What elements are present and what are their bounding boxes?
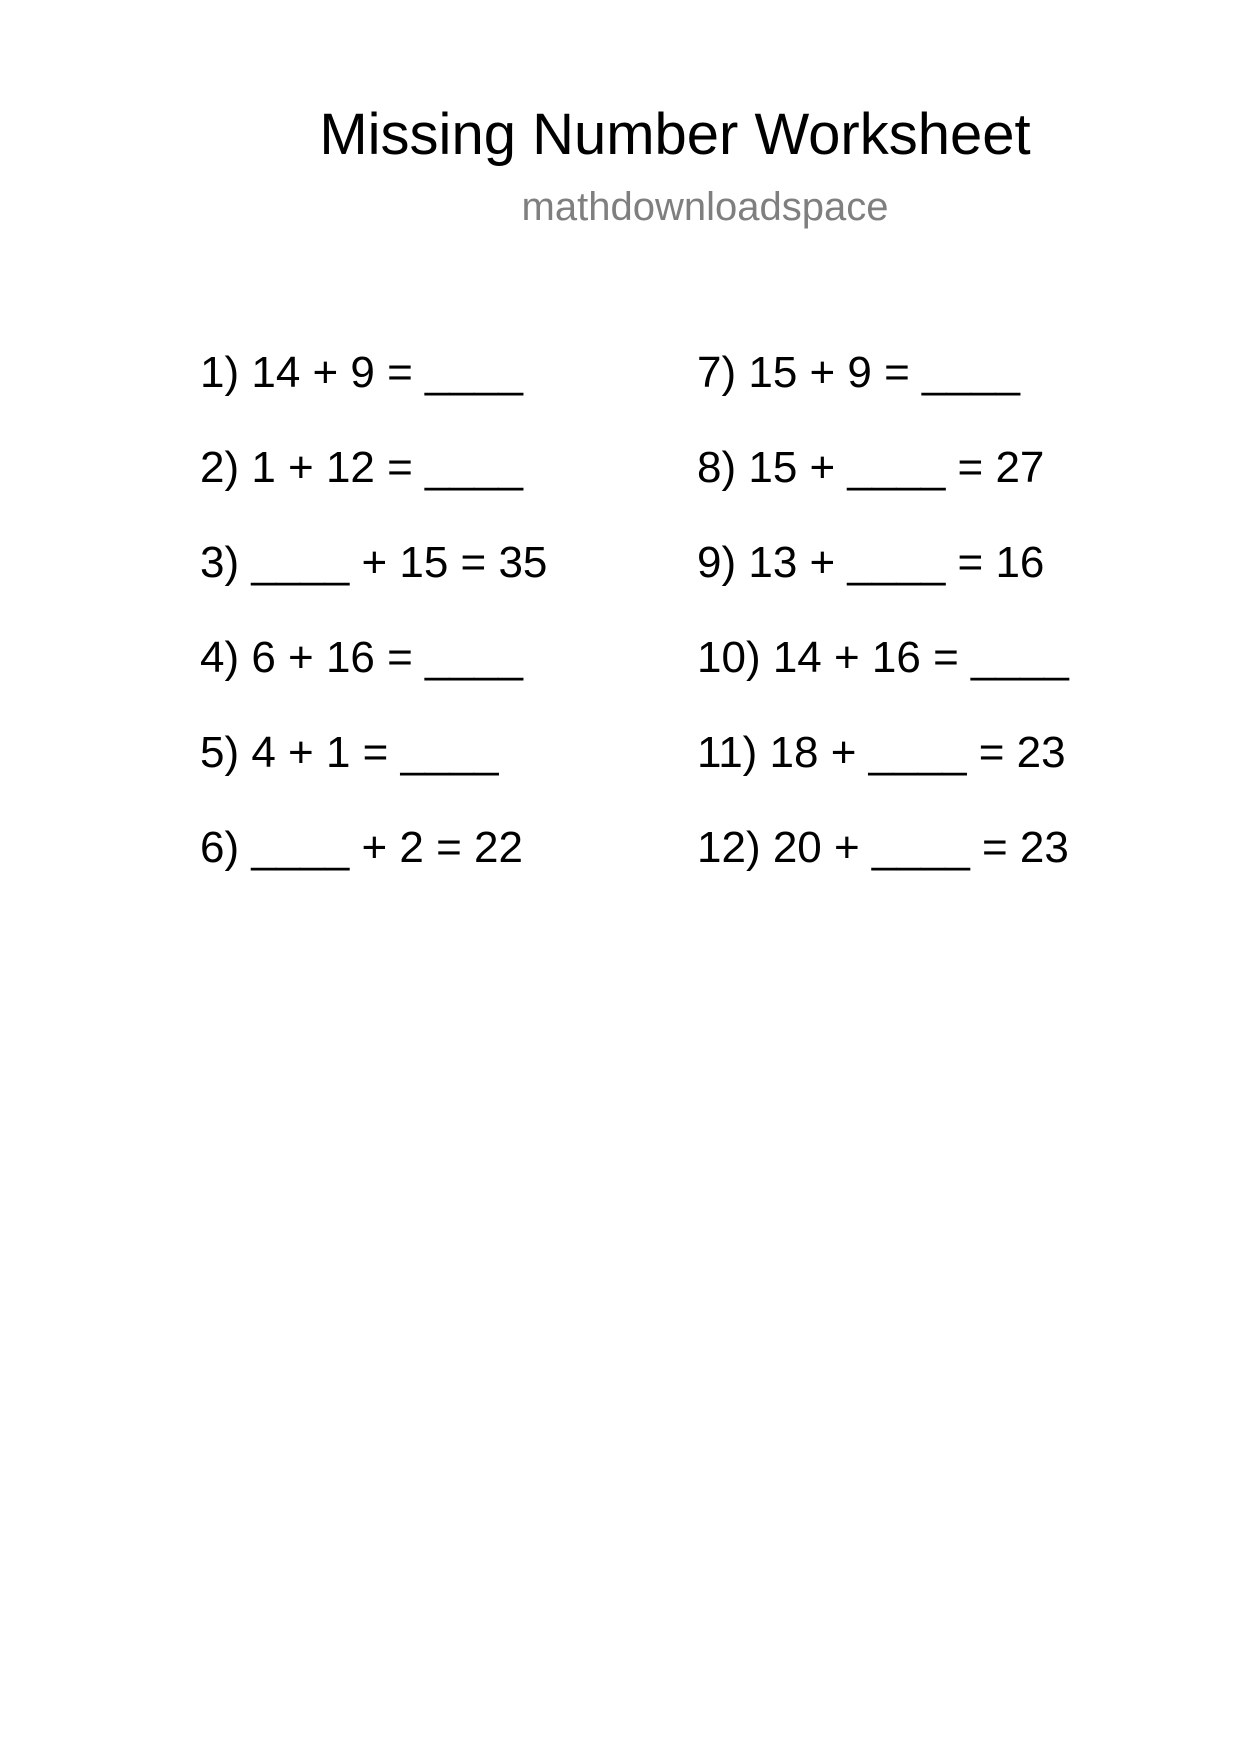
problem-2: 2) 1 + 12 = ____ [200, 443, 523, 492]
problem-3: 3) ____ + 15 = 35 [200, 538, 548, 587]
page-title: Missing Number Worksheet [319, 102, 1031, 167]
problem-9: 9) 13 + ____ = 16 [697, 538, 1045, 587]
problems-right-column [697, 347, 1177, 917]
problem-5: 5) 4 + 1 = ____ [200, 728, 499, 777]
problem-8: 8) 15 + ____ = 27 [697, 443, 1045, 492]
problem-4: 4) 6 + 16 = ____ [200, 633, 523, 682]
problem-7: 7) 15 + 9 = ____ [697, 348, 1020, 397]
problem-10: 10) 14 + 16 = ____ [697, 633, 1069, 682]
page-subtitle: mathdownloadspace [521, 185, 889, 229]
problem-12: 12) 20 + ____ = 23 [697, 823, 1069, 872]
problem-11: 11) 18 + ____ = 23 [697, 728, 1066, 777]
problem-1: 1) 14 + 9 = ____ [200, 348, 523, 397]
problem-6: 6) ____ + 2 = 22 [200, 823, 523, 872]
problems-left-column [200, 347, 680, 917]
